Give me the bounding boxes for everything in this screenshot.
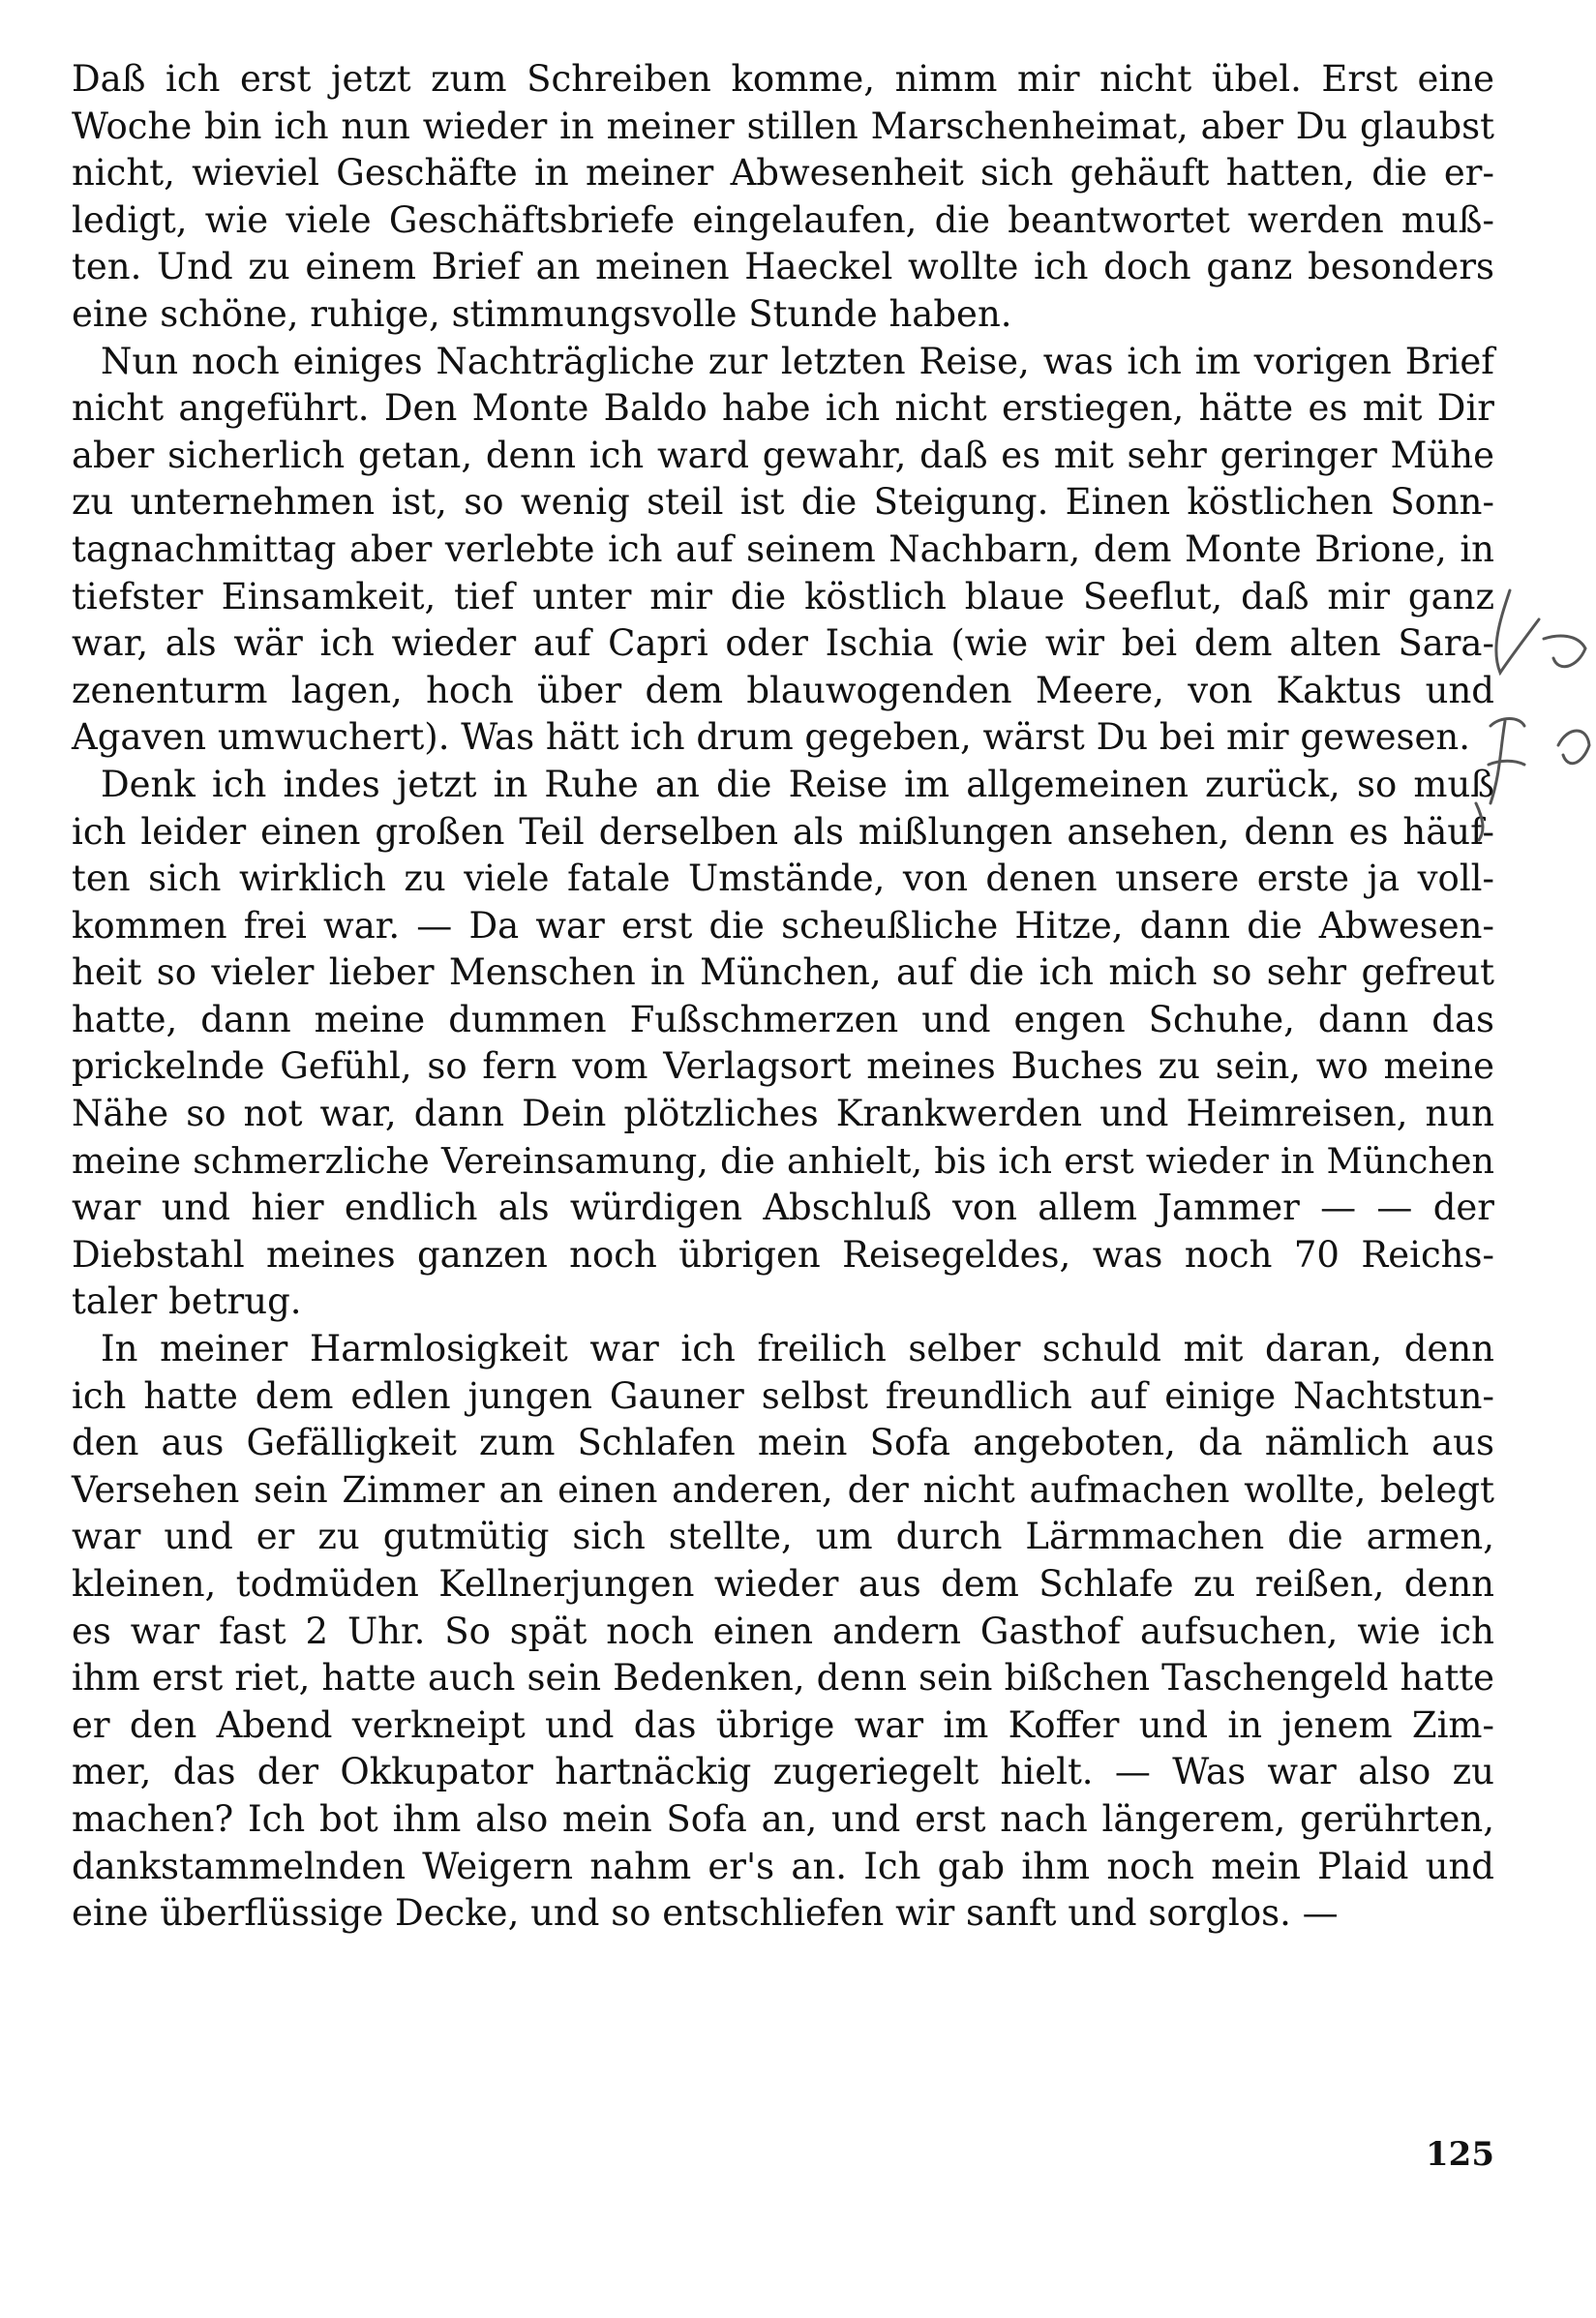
text-line: es war fast 2 Uhr. So spät noch einen andern Gasthof aufsuchen, wie ich (72, 1610, 1494, 1652)
text-line: nicht, wieviel Geschäfte in meiner Abwesenheit sich gehäuft hatten, die er- (72, 152, 1494, 195)
text-line: mer, das der Okkupator hartnäckig zugeriegelt hielt. — Was war also zu (72, 1751, 1494, 1793)
text-line: heit so vieler lieber Menschen in München, auf die ich mich so sehr gefreut (72, 951, 1494, 994)
text-line: ten. Und zu einem Brief an meinen Haeckel wollte ich doch ganz besonders (72, 246, 1494, 288)
text-line: machen? Ich bot ihm also mein Sofa an, und erst nach längerem, gerührten, (72, 1797, 1494, 1840)
text-line: taler betrug. (72, 1280, 302, 1323)
text-line: tagnachmittag aber verlebte ich auf seinem Nachbarn, dem Monte Brione, in (72, 527, 1494, 570)
text-line: Agaven umwuchert). Was hätt ich drum gegeben, wärst Du bei mir gewesen. (72, 716, 1470, 759)
text-line: kleinen, todmüden Kellnerjungen wieder aus dem Schlafe zu reißen, denn (72, 1563, 1494, 1605)
text-line: ledigt, wie viele Geschäftsbriefe eingelaufen, die beantwortet werden muß- (72, 198, 1494, 241)
text-line: Nun noch einiges Nachträgliche zur letzten Reise, was ich im vorigen Brief (101, 340, 1494, 382)
text-line: ihm erst riet, hatte auch sein Bedenken, denn sein bißchen Taschengeld hatte (72, 1657, 1494, 1700)
text-line: nicht angeführt. Den Monte Baldo habe ich nicht erstiegen, hätte es mit Dir (72, 387, 1494, 430)
text-line: In meiner Harmlosigkeit war ich freilich selber schuld mit daran, denn (101, 1328, 1494, 1370)
text-line: Daß ich erst jetzt zum Schreiben komme, nimm mir nicht übel. Erst eine (72, 58, 1494, 100)
text-line: ich hatte dem edlen jungen Gauner selbst freundlich auf einige Nachtstun- (72, 1374, 1494, 1417)
text-line: Diebstahl meines ganzen noch übrigen Reisegeldes, was noch 70 Reichs- (72, 1233, 1494, 1276)
text-line: prickelnde Gefühl, so fern vom Verlagsort meines Buches zu sein, wo meine (72, 1045, 1494, 1088)
body-text (72, 56, 1494, 1938)
text-line: Versehen sein Zimmer an einen anderen, der nicht aufmachen wollte, belegt (72, 1468, 1494, 1511)
handwritten-margin-marks (1471, 581, 1596, 842)
text-line: zenenturm lagen, hoch über dem blauwogenden Meere, von Kaktus und (72, 669, 1494, 711)
text-line: hatte, dann meine dummen Fußschmerzen und engen Schuhe, dann das (72, 998, 1494, 1040)
text-line: dankstammelnden Weigern nahm er's an. Ich gab ihm noch mein Plaid und (72, 1845, 1494, 1887)
text-line: zu unternehmen ist, so wenig steil ist die Steigung. Einen köstlichen Sonn- (72, 481, 1494, 524)
text-line: Denk ich indes jetzt in Ruhe an die Reise im allgemeinen zurück, so muß (101, 763, 1494, 805)
text-line: kommen frei war. — Da war erst die scheußliche Hitze, dann die Abwesen- (72, 904, 1494, 947)
text-line: Nähe so not war, dann Dein plötzliches Krankwerden und Heimreisen, nun (72, 1093, 1494, 1135)
text-line: eine überflüssige Decke, und so entschliefen wir sanft und sorglos. — (72, 1892, 1339, 1935)
text-line: eine schöne, ruhige, stimmungsvolle Stunde haben. (72, 292, 1012, 335)
text-line: war und hier endlich als würdigen Abschluß von allem Jammer — — der (72, 1187, 1494, 1229)
text-line: tiefster Einsamkeit, tief unter mir die köstlich blaue Seeflut, daß mir ganz (72, 575, 1494, 617)
text-line: ten sich wirklich zu viele fatale Umstände, von denen unsere erste ja voll- (72, 858, 1494, 900)
text-line: war, als wär ich wieder auf Capri oder Ischia (wie wir bei dem alten Sara- (72, 622, 1494, 665)
text-line: den aus Gefälligkeit zum Schlafen mein Sofa angeboten, da nämlich aus (72, 1422, 1494, 1464)
text-line: war und er zu gutmütig sich stellte, um durch Lärmmachen die armen, (72, 1516, 1494, 1558)
text-line: meine schmerzliche Vereinsamung, die anhielt, bis ich erst wieder in München (72, 1139, 1494, 1182)
text-line: ich leider einen großen Teil derselben als mißlungen ansehen, denn es häuf- (72, 810, 1494, 853)
text-line: Woche bin ich nun wieder in meiner stillen Marschenheimat, aber Du glaubst (72, 105, 1494, 147)
page-number: 125 (1426, 2135, 1494, 2174)
text-line: aber sicherlich getan, denn ich ward gewahr, daß es mit sehr geringer Mühe (72, 434, 1494, 476)
text-line: er den Abend verkneipt und das übrige war im Koffer und in jenem Zim- (72, 1703, 1494, 1746)
